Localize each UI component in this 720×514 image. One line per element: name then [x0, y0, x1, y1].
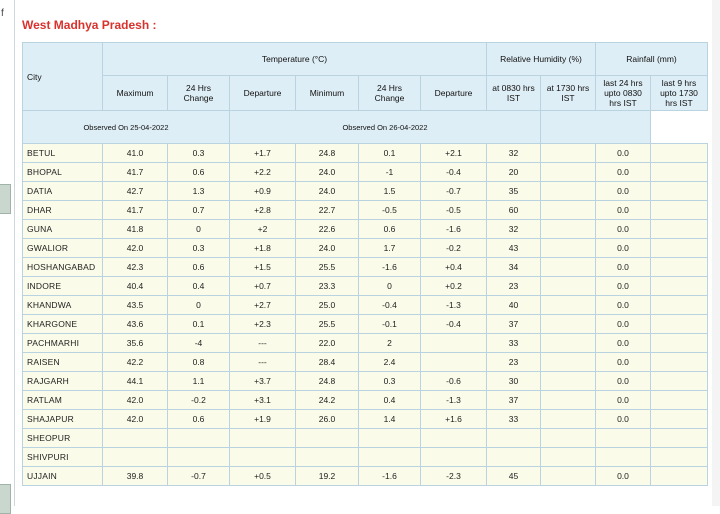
- min-change-header: 24 Hrs Change: [359, 76, 421, 111]
- rainfall-header: Rainfall (mm): [596, 43, 708, 76]
- max-change-cell: 0.6: [168, 258, 230, 277]
- max-departure-cell: +2.2: [230, 163, 296, 182]
- table-row: [23, 277, 708, 296]
- max-change-cell: 0.6: [168, 163, 230, 182]
- humidity-header: Relative Humidity (%): [487, 43, 596, 76]
- rain-9-cell: [651, 429, 708, 448]
- rain-9-cell: [651, 353, 708, 372]
- rh-0830-cell: 37: [487, 315, 541, 334]
- max-cell: 35.6: [103, 334, 168, 353]
- min-departure-cell: -0.6: [421, 372, 487, 391]
- max-change-header: 24 Hrs Change: [168, 76, 230, 111]
- max-cell: 41.7: [103, 201, 168, 220]
- max-change-cell: 1.3: [168, 182, 230, 201]
- city-cell: KHANDWA: [23, 296, 103, 315]
- city-cell: DATIA: [23, 182, 103, 201]
- rh-0830-cell: 33: [487, 410, 541, 429]
- table-row: [23, 410, 708, 429]
- max-change-cell: 0: [168, 296, 230, 315]
- left-panel-strip: [0, 0, 15, 506]
- rh-1730-cell: [541, 410, 596, 429]
- observed-min-date: Observed On 26-04-2022: [230, 111, 541, 144]
- max-departure-cell: +0.9: [230, 182, 296, 201]
- table-row: [23, 296, 708, 315]
- rain-24-cell: 0.0: [596, 163, 651, 182]
- left-panel-tab[interactable]: [0, 184, 11, 214]
- min-change-cell: 1.7: [359, 239, 421, 258]
- partial-glyph: f: [1, 8, 4, 19]
- min-departure-cell: -0.7: [421, 182, 487, 201]
- rh-0830-cell: 40: [487, 296, 541, 315]
- min-change-cell: 0.1: [359, 144, 421, 163]
- max-cell: 43.6: [103, 315, 168, 334]
- min-cell: 24.2: [296, 391, 359, 410]
- max-departure-cell: ---: [230, 334, 296, 353]
- min-cell: 24.8: [296, 372, 359, 391]
- min-change-cell: 1.5: [359, 182, 421, 201]
- table-row: [23, 429, 708, 448]
- max-departure-cell: +2.3: [230, 315, 296, 334]
- max-cell: [103, 448, 168, 467]
- rain-24-cell: 0.0: [596, 296, 651, 315]
- max-departure-cell: +2.7: [230, 296, 296, 315]
- min-cell: 24.0: [296, 182, 359, 201]
- max-cell: 40.4: [103, 277, 168, 296]
- rh-0830-cell: 45: [487, 467, 541, 486]
- max-cell: 44.1: [103, 372, 168, 391]
- max-departure-cell: +2: [230, 220, 296, 239]
- min-departure-cell: -0.5: [421, 201, 487, 220]
- max-cell: 43.5: [103, 296, 168, 315]
- min-cell: 23.3: [296, 277, 359, 296]
- rain-9-cell: [651, 220, 708, 239]
- right-scroll-edge: [712, 0, 720, 506]
- city-cell: GWALIOR: [23, 239, 103, 258]
- rain-9-cell: [651, 315, 708, 334]
- max-change-cell: -4: [168, 334, 230, 353]
- min-change-cell: 2.4: [359, 353, 421, 372]
- rh-1730-cell: [541, 353, 596, 372]
- rh-0830-cell: 32: [487, 220, 541, 239]
- max-cell: 41.0: [103, 144, 168, 163]
- table-row: [23, 144, 708, 163]
- city-cell: GUNA: [23, 220, 103, 239]
- rh-1730-cell: [541, 220, 596, 239]
- min-cell: 22.6: [296, 220, 359, 239]
- max-change-cell: -0.7: [168, 467, 230, 486]
- min-cell: 22.7: [296, 201, 359, 220]
- rain-9-cell: [651, 410, 708, 429]
- table-row: [23, 182, 708, 201]
- city-cell: SHEOPUR: [23, 429, 103, 448]
- city-cell: SHIVPURI: [23, 448, 103, 467]
- rh-0830-cell: 33: [487, 334, 541, 353]
- max-cell: 42.3: [103, 258, 168, 277]
- rain-24-cell: 0.0: [596, 334, 651, 353]
- rh-1730-cell: [541, 467, 596, 486]
- table-row: [23, 353, 708, 372]
- min-cell: 22.0: [296, 334, 359, 353]
- rain-9-cell: [651, 277, 708, 296]
- maximum-header: Maximum: [103, 76, 168, 111]
- rh-0830-cell: 23: [487, 353, 541, 372]
- rain-9-cell: [651, 467, 708, 486]
- min-departure-cell: [421, 448, 487, 467]
- min-cell: [296, 448, 359, 467]
- rh-0830-cell: 20: [487, 163, 541, 182]
- min-cell: [296, 429, 359, 448]
- city-cell: INDORE: [23, 277, 103, 296]
- min-departure-cell: +0.4: [421, 258, 487, 277]
- rh-1730-cell: [541, 391, 596, 410]
- rh-1730-cell: [541, 201, 596, 220]
- max-cell: 39.8: [103, 467, 168, 486]
- max-change-cell: 0.1: [168, 315, 230, 334]
- rh-1730-cell: [541, 429, 596, 448]
- max-departure-cell: +1.5: [230, 258, 296, 277]
- max-departure-cell: +1.9: [230, 410, 296, 429]
- table-row: [23, 220, 708, 239]
- min-departure-cell: +2.1: [421, 144, 487, 163]
- table-row: [23, 201, 708, 220]
- max-change-cell: 0.4: [168, 277, 230, 296]
- table-row: [23, 467, 708, 486]
- rain-24-cell: 0.0: [596, 372, 651, 391]
- rain-24-cell: 0.0: [596, 467, 651, 486]
- max-departure-cell: +0.5: [230, 467, 296, 486]
- min-cell: 28.4: [296, 353, 359, 372]
- rain-9-cell: [651, 334, 708, 353]
- max-departure-cell: ---: [230, 353, 296, 372]
- city-header: City: [23, 43, 103, 111]
- rain-9-cell: [651, 239, 708, 258]
- rain-9-cell: [651, 448, 708, 467]
- city-cell: DHAR: [23, 201, 103, 220]
- rh-0830-cell: 60: [487, 201, 541, 220]
- rain-24-cell: [596, 448, 651, 467]
- min-change-cell: -0.1: [359, 315, 421, 334]
- max-change-cell: [168, 429, 230, 448]
- table-row: [23, 334, 708, 353]
- max-change-cell: 0.8: [168, 353, 230, 372]
- city-cell: BHOPAL: [23, 163, 103, 182]
- min-change-cell: 0.6: [359, 220, 421, 239]
- max-cell: 42.2: [103, 353, 168, 372]
- max-change-cell: -0.2: [168, 391, 230, 410]
- max-departure-cell: [230, 429, 296, 448]
- rh-0830-cell: 37: [487, 391, 541, 410]
- rh-0830-cell: 43: [487, 239, 541, 258]
- max-departure-header: Departure: [230, 76, 296, 111]
- max-change-cell: 0.3: [168, 239, 230, 258]
- min-departure-cell: -1.3: [421, 296, 487, 315]
- max-cell: 42.0: [103, 410, 168, 429]
- rain-24-cell: 0.0: [596, 144, 651, 163]
- rain-24-cell: 0.0: [596, 315, 651, 334]
- rh-0830-cell: 30: [487, 372, 541, 391]
- rh-1730-cell: [541, 182, 596, 201]
- left-panel-tab[interactable]: [0, 484, 11, 514]
- rain-24-cell: 0.0: [596, 220, 651, 239]
- max-cell: 42.0: [103, 391, 168, 410]
- rh-0830-cell: [487, 429, 541, 448]
- rh-1730-header: at 1730 hrs IST: [541, 76, 596, 111]
- min-departure-cell: -1.6: [421, 220, 487, 239]
- table-body: [23, 144, 708, 486]
- rain-9-cell: [651, 296, 708, 315]
- max-departure-cell: [230, 448, 296, 467]
- rh-1730-cell: [541, 334, 596, 353]
- rain-24-cell: 0.0: [596, 201, 651, 220]
- min-change-cell: -0.4: [359, 296, 421, 315]
- min-change-cell: 1.4: [359, 410, 421, 429]
- rh-1730-cell: [541, 277, 596, 296]
- min-departure-cell: -2.3: [421, 467, 487, 486]
- city-cell: RAJGARH: [23, 372, 103, 391]
- rain-24-cell: 0.0: [596, 239, 651, 258]
- min-change-cell: -1.6: [359, 467, 421, 486]
- rain-9-cell: [651, 258, 708, 277]
- city-cell: KHARGONE: [23, 315, 103, 334]
- rain-24-cell: [596, 429, 651, 448]
- rain-9-cell: [651, 182, 708, 201]
- max-change-cell: 0: [168, 220, 230, 239]
- page-title: West Madhya Pradesh :: [22, 18, 157, 32]
- city-cell: HOSHANGABAD: [23, 258, 103, 277]
- max-departure-cell: +3.1: [230, 391, 296, 410]
- max-departure-cell: +1.8: [230, 239, 296, 258]
- rh-0830-cell: 32: [487, 144, 541, 163]
- table-row: [23, 372, 708, 391]
- max-departure-cell: +0.7: [230, 277, 296, 296]
- table-row: [23, 239, 708, 258]
- min-departure-cell: [421, 429, 487, 448]
- max-change-cell: [168, 448, 230, 467]
- min-change-cell: [359, 448, 421, 467]
- max-departure-cell: +3.7: [230, 372, 296, 391]
- temperature-header: Temperature (°C): [103, 43, 487, 76]
- rh-1730-cell: [541, 163, 596, 182]
- rh-1730-cell: [541, 144, 596, 163]
- min-departure-cell: +1.6: [421, 410, 487, 429]
- city-cell: SHAJAPUR: [23, 410, 103, 429]
- min-cell: 25.5: [296, 315, 359, 334]
- min-departure-cell: -0.4: [421, 163, 487, 182]
- observed-max-date: Observed On 25-04-2022: [23, 111, 230, 144]
- rain-24-cell: 0.0: [596, 410, 651, 429]
- minimum-header: Minimum: [296, 76, 359, 111]
- max-cell: 41.7: [103, 163, 168, 182]
- rain-24-cell: 0.0: [596, 258, 651, 277]
- min-cell: 25.5: [296, 258, 359, 277]
- min-change-cell: 0: [359, 277, 421, 296]
- rh-0830-cell: 23: [487, 277, 541, 296]
- table-row: [23, 448, 708, 467]
- min-change-cell: 0.4: [359, 391, 421, 410]
- rh-1730-cell: [541, 296, 596, 315]
- max-departure-cell: +2.8: [230, 201, 296, 220]
- rh-1730-cell: [541, 258, 596, 277]
- rain-9-cell: [651, 372, 708, 391]
- max-change-cell: 1.1: [168, 372, 230, 391]
- city-cell: PACHMARHI: [23, 334, 103, 353]
- max-cell: 42.0: [103, 239, 168, 258]
- rain-9-cell: [651, 163, 708, 182]
- min-change-cell: -0.5: [359, 201, 421, 220]
- rh-0830-cell: 34: [487, 258, 541, 277]
- rain-24-cell: 0.0: [596, 353, 651, 372]
- table-row: [23, 163, 708, 182]
- weather-table: [22, 42, 708, 486]
- min-departure-cell: [421, 353, 487, 372]
- min-change-cell: -1.6: [359, 258, 421, 277]
- min-change-cell: [359, 429, 421, 448]
- min-departure-cell: [421, 334, 487, 353]
- max-change-cell: 0.6: [168, 410, 230, 429]
- min-cell: 25.0: [296, 296, 359, 315]
- rh-1730-cell: [541, 448, 596, 467]
- rain-24-cell: 0.0: [596, 391, 651, 410]
- rh-1730-cell: [541, 372, 596, 391]
- rh-1730-cell: [541, 239, 596, 258]
- min-departure-cell: -0.2: [421, 239, 487, 258]
- rain-9-cell: [651, 201, 708, 220]
- table-row: [23, 315, 708, 334]
- max-change-cell: 0.7: [168, 201, 230, 220]
- rain-9-cell: [651, 391, 708, 410]
- rain-9-header: last 9 hrs upto 1730 hrs IST: [651, 76, 708, 111]
- min-cell: 26.0: [296, 410, 359, 429]
- min-departure-cell: -1.3: [421, 391, 487, 410]
- min-cell: 24.0: [296, 163, 359, 182]
- rain-9-cell: [651, 144, 708, 163]
- min-departure-cell: -0.4: [421, 315, 487, 334]
- min-change-cell: 2: [359, 334, 421, 353]
- city-cell: BETUL: [23, 144, 103, 163]
- table-row: [23, 391, 708, 410]
- rain-24-cell: 0.0: [596, 277, 651, 296]
- min-change-cell: 0.3: [359, 372, 421, 391]
- rh-1730-cell: [541, 315, 596, 334]
- city-cell: RAISEN: [23, 353, 103, 372]
- max-cell: 42.7: [103, 182, 168, 201]
- city-cell: UJJAIN: [23, 467, 103, 486]
- min-cell: 24.0: [296, 239, 359, 258]
- min-departure-header: Departure: [421, 76, 487, 111]
- max-cell: [103, 429, 168, 448]
- table-row: [23, 258, 708, 277]
- rh-0830-cell: 35: [487, 182, 541, 201]
- city-cell: RATLAM: [23, 391, 103, 410]
- max-change-cell: 0.3: [168, 144, 230, 163]
- rain-24-cell: 0.0: [596, 182, 651, 201]
- rh-0830-cell: [487, 448, 541, 467]
- max-cell: 41.8: [103, 220, 168, 239]
- min-change-cell: -1: [359, 163, 421, 182]
- min-cell: 24.8: [296, 144, 359, 163]
- observed-blank: [541, 111, 651, 144]
- min-cell: 19.2: [296, 467, 359, 486]
- max-departure-cell: +1.7: [230, 144, 296, 163]
- min-departure-cell: +0.2: [421, 277, 487, 296]
- rain-24-header: last 24 hrs upto 0830 hrs IST: [596, 76, 651, 111]
- rh-0830-header: at 0830 hrs IST: [487, 76, 541, 111]
